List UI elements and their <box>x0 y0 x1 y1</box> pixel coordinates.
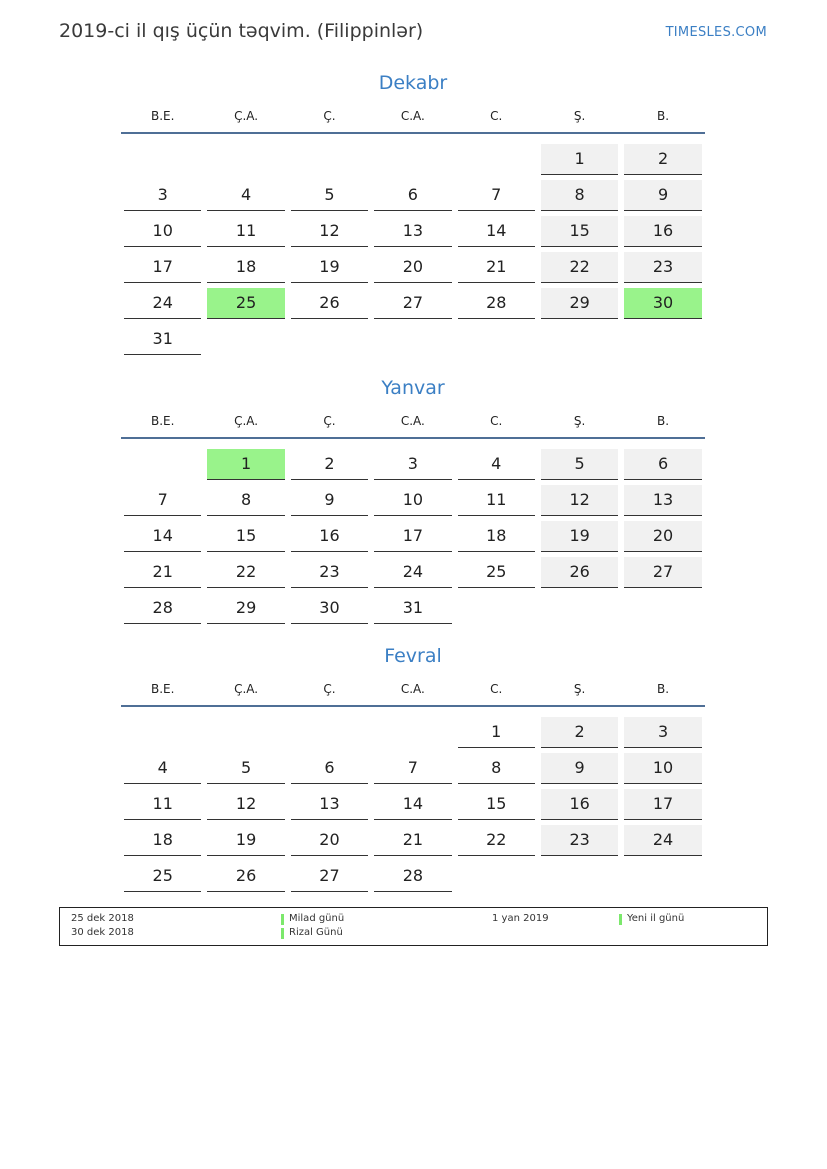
day-number: 12 <box>207 789 284 820</box>
day-number: 17 <box>374 521 451 552</box>
day-number: 10 <box>624 753 701 784</box>
day-number: 5 <box>541 449 618 480</box>
weekday-label: Ç. <box>323 682 336 696</box>
day-cell[interactable] <box>121 324 204 360</box>
day-cell[interactable] <box>455 485 538 521</box>
day-cell[interactable] <box>621 789 704 825</box>
week-row <box>121 825 705 861</box>
day-number: 14 <box>124 521 201 552</box>
day-cell[interactable] <box>538 144 621 180</box>
weekday-label: C.A. <box>400 414 425 428</box>
day-cell[interactable] <box>288 753 371 789</box>
week-row <box>121 288 705 324</box>
day-number: 13 <box>624 485 701 516</box>
day-cell[interactable] <box>538 753 621 789</box>
legend-holiday-name: Milad günü <box>289 913 345 924</box>
day-cell[interactable] <box>288 861 371 897</box>
day-number: 15 <box>541 216 618 247</box>
day-cell[interactable] <box>621 485 704 521</box>
day-cell <box>121 717 204 753</box>
weekday-label: B. <box>657 109 670 123</box>
day-number: 2 <box>541 717 618 748</box>
day-cell[interactable] <box>538 717 621 753</box>
day-number: 21 <box>124 557 201 588</box>
day-cell[interactable] <box>538 449 621 485</box>
day-cell[interactable] <box>621 753 704 789</box>
day-cell[interactable] <box>288 825 371 861</box>
day-number: 28 <box>458 288 535 319</box>
month-december <box>121 68 705 360</box>
day-cell[interactable] <box>455 449 538 485</box>
week-row <box>121 753 705 789</box>
day-number: 22 <box>541 252 618 283</box>
day-cell[interactable] <box>121 753 204 789</box>
day-number: 13 <box>374 216 451 247</box>
month-grid <box>121 707 705 897</box>
day-number: 27 <box>624 557 701 588</box>
day-cell[interactable] <box>371 521 454 557</box>
day-number: 16 <box>624 216 701 247</box>
day-cell[interactable] <box>288 557 371 593</box>
day-cell[interactable] <box>371 557 454 593</box>
weekday-label: Ç.A. <box>234 109 259 123</box>
day-number: 19 <box>291 252 368 283</box>
day-number: 24 <box>624 825 701 856</box>
weekday-label: Ş. <box>573 414 586 428</box>
day-number: 24 <box>124 288 201 319</box>
week-row <box>121 593 705 629</box>
day-cell <box>455 144 538 180</box>
legend-date: 30 dek 2018 <box>71 927 134 938</box>
day-number: 2 <box>291 449 368 480</box>
day-number: 4 <box>207 180 284 211</box>
day-cell[interactable] <box>371 825 454 861</box>
day-number: 12 <box>541 485 618 516</box>
day-cell <box>621 324 704 360</box>
day-number: 11 <box>124 789 201 820</box>
day-number: 22 <box>458 825 535 856</box>
day-cell <box>538 593 621 629</box>
legend-holiday-name: Yeni il günü <box>627 913 685 924</box>
day-number: 18 <box>458 521 535 552</box>
day-cell[interactable] <box>371 288 454 324</box>
week-row <box>121 521 705 557</box>
day-number: 13 <box>291 789 368 820</box>
day-number: 29 <box>541 288 618 319</box>
day-cell <box>621 861 704 897</box>
weekday-label: Ş. <box>573 109 586 123</box>
day-cell[interactable] <box>288 252 371 288</box>
day-number: 18 <box>207 252 284 283</box>
week-row <box>121 144 705 180</box>
day-cell[interactable] <box>371 180 454 216</box>
day-cell <box>121 449 204 485</box>
week-row <box>121 324 705 360</box>
day-cell[interactable] <box>371 861 454 897</box>
day-cell <box>538 324 621 360</box>
month-january <box>121 373 705 629</box>
day-number: 30 <box>624 288 701 319</box>
day-cell <box>371 717 454 753</box>
day-cell[interactable] <box>621 557 704 593</box>
day-number: 25 <box>458 557 535 588</box>
holiday-marker <box>281 914 284 925</box>
day-number: 8 <box>541 180 618 211</box>
day-cell[interactable] <box>371 789 454 825</box>
day-cell[interactable] <box>121 216 204 252</box>
day-cell[interactable] <box>621 449 704 485</box>
day-cell[interactable] <box>204 593 287 629</box>
day-cell[interactable] <box>371 449 454 485</box>
day-cell[interactable] <box>204 789 287 825</box>
day-cell[interactable] <box>538 521 621 557</box>
week-row <box>121 557 705 593</box>
weekday-label: Ç.A. <box>234 682 259 696</box>
day-number: 29 <box>207 593 284 624</box>
day-cell[interactable] <box>288 485 371 521</box>
day-number: 21 <box>374 825 451 856</box>
day-number: 21 <box>458 252 535 283</box>
day-number: 20 <box>291 825 368 856</box>
day-cell[interactable] <box>121 593 204 629</box>
day-number: 19 <box>541 521 618 552</box>
weekday-label: B.E. <box>150 414 175 428</box>
day-number: 7 <box>374 753 451 784</box>
holiday-marker <box>281 928 284 939</box>
day-number: 26 <box>207 861 284 892</box>
day-number: 2 <box>624 144 701 175</box>
weekday-label: C. <box>490 682 503 696</box>
day-cell[interactable] <box>288 593 371 629</box>
week-row <box>121 861 705 897</box>
day-cell <box>288 144 371 180</box>
day-number: 26 <box>291 288 368 319</box>
day-cell[interactable] <box>121 789 204 825</box>
day-cell[interactable] <box>288 216 371 252</box>
day-cell[interactable] <box>121 521 204 557</box>
weekday-label: Ç. <box>323 109 336 123</box>
day-cell[interactable] <box>204 825 287 861</box>
day-cell[interactable] <box>121 252 204 288</box>
day-cell[interactable] <box>621 144 704 180</box>
day-cell[interactable] <box>371 753 454 789</box>
day-number: 10 <box>124 216 201 247</box>
day-cell[interactable] <box>538 825 621 861</box>
day-cell[interactable] <box>621 216 704 252</box>
day-cell[interactable] <box>455 521 538 557</box>
day-number: 6 <box>291 753 368 784</box>
day-cell[interactable] <box>121 288 204 324</box>
day-cell[interactable] <box>204 180 287 216</box>
day-cell <box>288 324 371 360</box>
day-number: 5 <box>207 753 284 784</box>
day-number: 8 <box>207 485 284 516</box>
day-number: 31 <box>374 593 451 624</box>
weekday-label: B. <box>657 414 670 428</box>
week-row <box>121 717 705 753</box>
day-number: 27 <box>291 861 368 892</box>
day-number: 20 <box>624 521 701 552</box>
day-cell <box>204 144 287 180</box>
day-cell[interactable] <box>204 485 287 521</box>
day-number: 3 <box>124 180 201 211</box>
day-cell <box>371 324 454 360</box>
day-number: 25 <box>207 288 284 319</box>
day-number: 23 <box>624 252 701 283</box>
day-number: 15 <box>458 789 535 820</box>
day-number: 28 <box>374 861 451 892</box>
day-number: 3 <box>374 449 451 480</box>
day-cell[interactable] <box>621 180 704 216</box>
day-cell[interactable] <box>621 252 704 288</box>
day-cell[interactable] <box>538 485 621 521</box>
day-number: 5 <box>291 180 368 211</box>
day-number: 7 <box>458 180 535 211</box>
day-cell[interactable] <box>455 216 538 252</box>
weekday-label: Ç. <box>323 414 336 428</box>
day-number: 31 <box>124 324 201 355</box>
day-cell[interactable] <box>455 825 538 861</box>
day-cell <box>204 324 287 360</box>
day-cell[interactable] <box>455 288 538 324</box>
brand-logo[interactable]: TIMESLES.COM <box>665 25 767 40</box>
week-row <box>121 789 705 825</box>
day-cell[interactable] <box>538 288 621 324</box>
day-cell[interactable] <box>538 216 621 252</box>
day-cell <box>455 861 538 897</box>
day-cell <box>288 717 371 753</box>
day-cell[interactable] <box>121 180 204 216</box>
week-row <box>121 485 705 521</box>
day-number: 26 <box>541 557 618 588</box>
day-cell[interactable] <box>121 825 204 861</box>
day-cell[interactable] <box>288 180 371 216</box>
day-cell[interactable] <box>371 485 454 521</box>
day-cell[interactable] <box>455 252 538 288</box>
day-number: 16 <box>291 521 368 552</box>
day-number: 19 <box>207 825 284 856</box>
day-number: 9 <box>541 753 618 784</box>
day-cell <box>121 144 204 180</box>
weekday-label: Ş. <box>573 682 586 696</box>
day-number: 7 <box>124 485 201 516</box>
day-number: 18 <box>124 825 201 856</box>
day-cell[interactable] <box>455 557 538 593</box>
day-number: 12 <box>291 216 368 247</box>
weekday-label: B.E. <box>150 109 175 123</box>
day-number: 15 <box>207 521 284 552</box>
week-row <box>121 449 705 485</box>
day-number: 3 <box>624 717 701 748</box>
day-number: 20 <box>374 252 451 283</box>
day-cell <box>371 144 454 180</box>
legend-date: 1 yan 2019 <box>492 913 549 924</box>
day-cell[interactable] <box>455 180 538 216</box>
day-cell[interactable] <box>538 180 621 216</box>
day-number: 1 <box>458 717 535 748</box>
day-cell[interactable] <box>204 288 287 324</box>
day-number: 6 <box>624 449 701 480</box>
day-number: 22 <box>207 557 284 588</box>
day-number: 14 <box>458 216 535 247</box>
day-cell[interactable] <box>204 557 287 593</box>
day-number: 11 <box>207 216 284 247</box>
day-number: 30 <box>291 593 368 624</box>
day-cell[interactable] <box>204 216 287 252</box>
page-title: 2019-ci il qış üçün təqvim. (Filippinlər) <box>59 20 424 42</box>
day-cell[interactable] <box>288 521 371 557</box>
day-number: 10 <box>374 485 451 516</box>
day-cell <box>455 324 538 360</box>
weekday-header <box>121 679 705 707</box>
month-title: Fevral <box>384 645 442 667</box>
day-cell[interactable] <box>204 861 287 897</box>
day-number: 28 <box>124 593 201 624</box>
day-number: 27 <box>374 288 451 319</box>
day-number: 23 <box>291 557 368 588</box>
day-cell[interactable] <box>455 789 538 825</box>
day-cell[interactable] <box>204 252 287 288</box>
weekday-header <box>121 106 705 134</box>
day-number: 25 <box>124 861 201 892</box>
day-cell[interactable] <box>371 593 454 629</box>
day-cell[interactable] <box>121 485 204 521</box>
day-number: 14 <box>374 789 451 820</box>
day-cell[interactable] <box>288 288 371 324</box>
day-number: 1 <box>541 144 618 175</box>
day-number: 11 <box>458 485 535 516</box>
weekday-label: C.A. <box>400 109 425 123</box>
legend-holiday-name: Rizal Günü <box>289 927 343 938</box>
holiday-marker <box>619 914 622 925</box>
month-title: Yanvar <box>381 377 445 399</box>
day-number: 4 <box>458 449 535 480</box>
day-cell[interactable] <box>371 252 454 288</box>
day-cell[interactable] <box>204 449 287 485</box>
day-number: 23 <box>541 825 618 856</box>
day-number: 16 <box>541 789 618 820</box>
day-cell[interactable] <box>621 521 704 557</box>
day-cell[interactable] <box>121 861 204 897</box>
weekday-label: B.E. <box>150 682 175 696</box>
month-title: Dekabr <box>378 72 448 94</box>
weekday-label: C.A. <box>400 682 425 696</box>
day-number: 1 <box>207 449 284 480</box>
day-cell[interactable] <box>621 288 704 324</box>
day-cell[interactable] <box>455 753 538 789</box>
day-cell[interactable] <box>621 825 704 861</box>
week-row <box>121 180 705 216</box>
week-row <box>121 252 705 288</box>
day-cell[interactable] <box>288 789 371 825</box>
legend-date: 25 dek 2018 <box>71 913 134 924</box>
day-cell <box>538 861 621 897</box>
weekday-label: C. <box>490 414 503 428</box>
day-number: 17 <box>124 252 201 283</box>
weekday-header <box>121 411 705 439</box>
day-number: 6 <box>374 180 451 211</box>
day-number: 8 <box>458 753 535 784</box>
day-cell[interactable] <box>371 216 454 252</box>
day-cell[interactable] <box>121 557 204 593</box>
day-cell <box>621 593 704 629</box>
month-grid <box>121 134 705 360</box>
day-number: 9 <box>624 180 701 211</box>
day-number: 24 <box>374 557 451 588</box>
weekday-label: B. <box>657 682 670 696</box>
day-number: 4 <box>124 753 201 784</box>
week-row <box>121 216 705 252</box>
day-cell[interactable] <box>538 252 621 288</box>
weekday-label: Ç.A. <box>234 414 259 428</box>
day-cell <box>455 593 538 629</box>
weekday-label: C. <box>490 109 503 123</box>
day-cell[interactable] <box>538 557 621 593</box>
day-number: 9 <box>291 485 368 516</box>
holiday-legend <box>59 907 768 946</box>
day-cell[interactable] <box>621 717 704 753</box>
day-number: 17 <box>624 789 701 820</box>
day-cell[interactable] <box>204 521 287 557</box>
day-cell[interactable] <box>288 449 371 485</box>
day-cell <box>204 717 287 753</box>
day-cell[interactable] <box>455 717 538 753</box>
month-grid <box>121 439 705 629</box>
day-cell[interactable] <box>204 753 287 789</box>
day-cell[interactable] <box>538 789 621 825</box>
month-february <box>121 641 705 897</box>
